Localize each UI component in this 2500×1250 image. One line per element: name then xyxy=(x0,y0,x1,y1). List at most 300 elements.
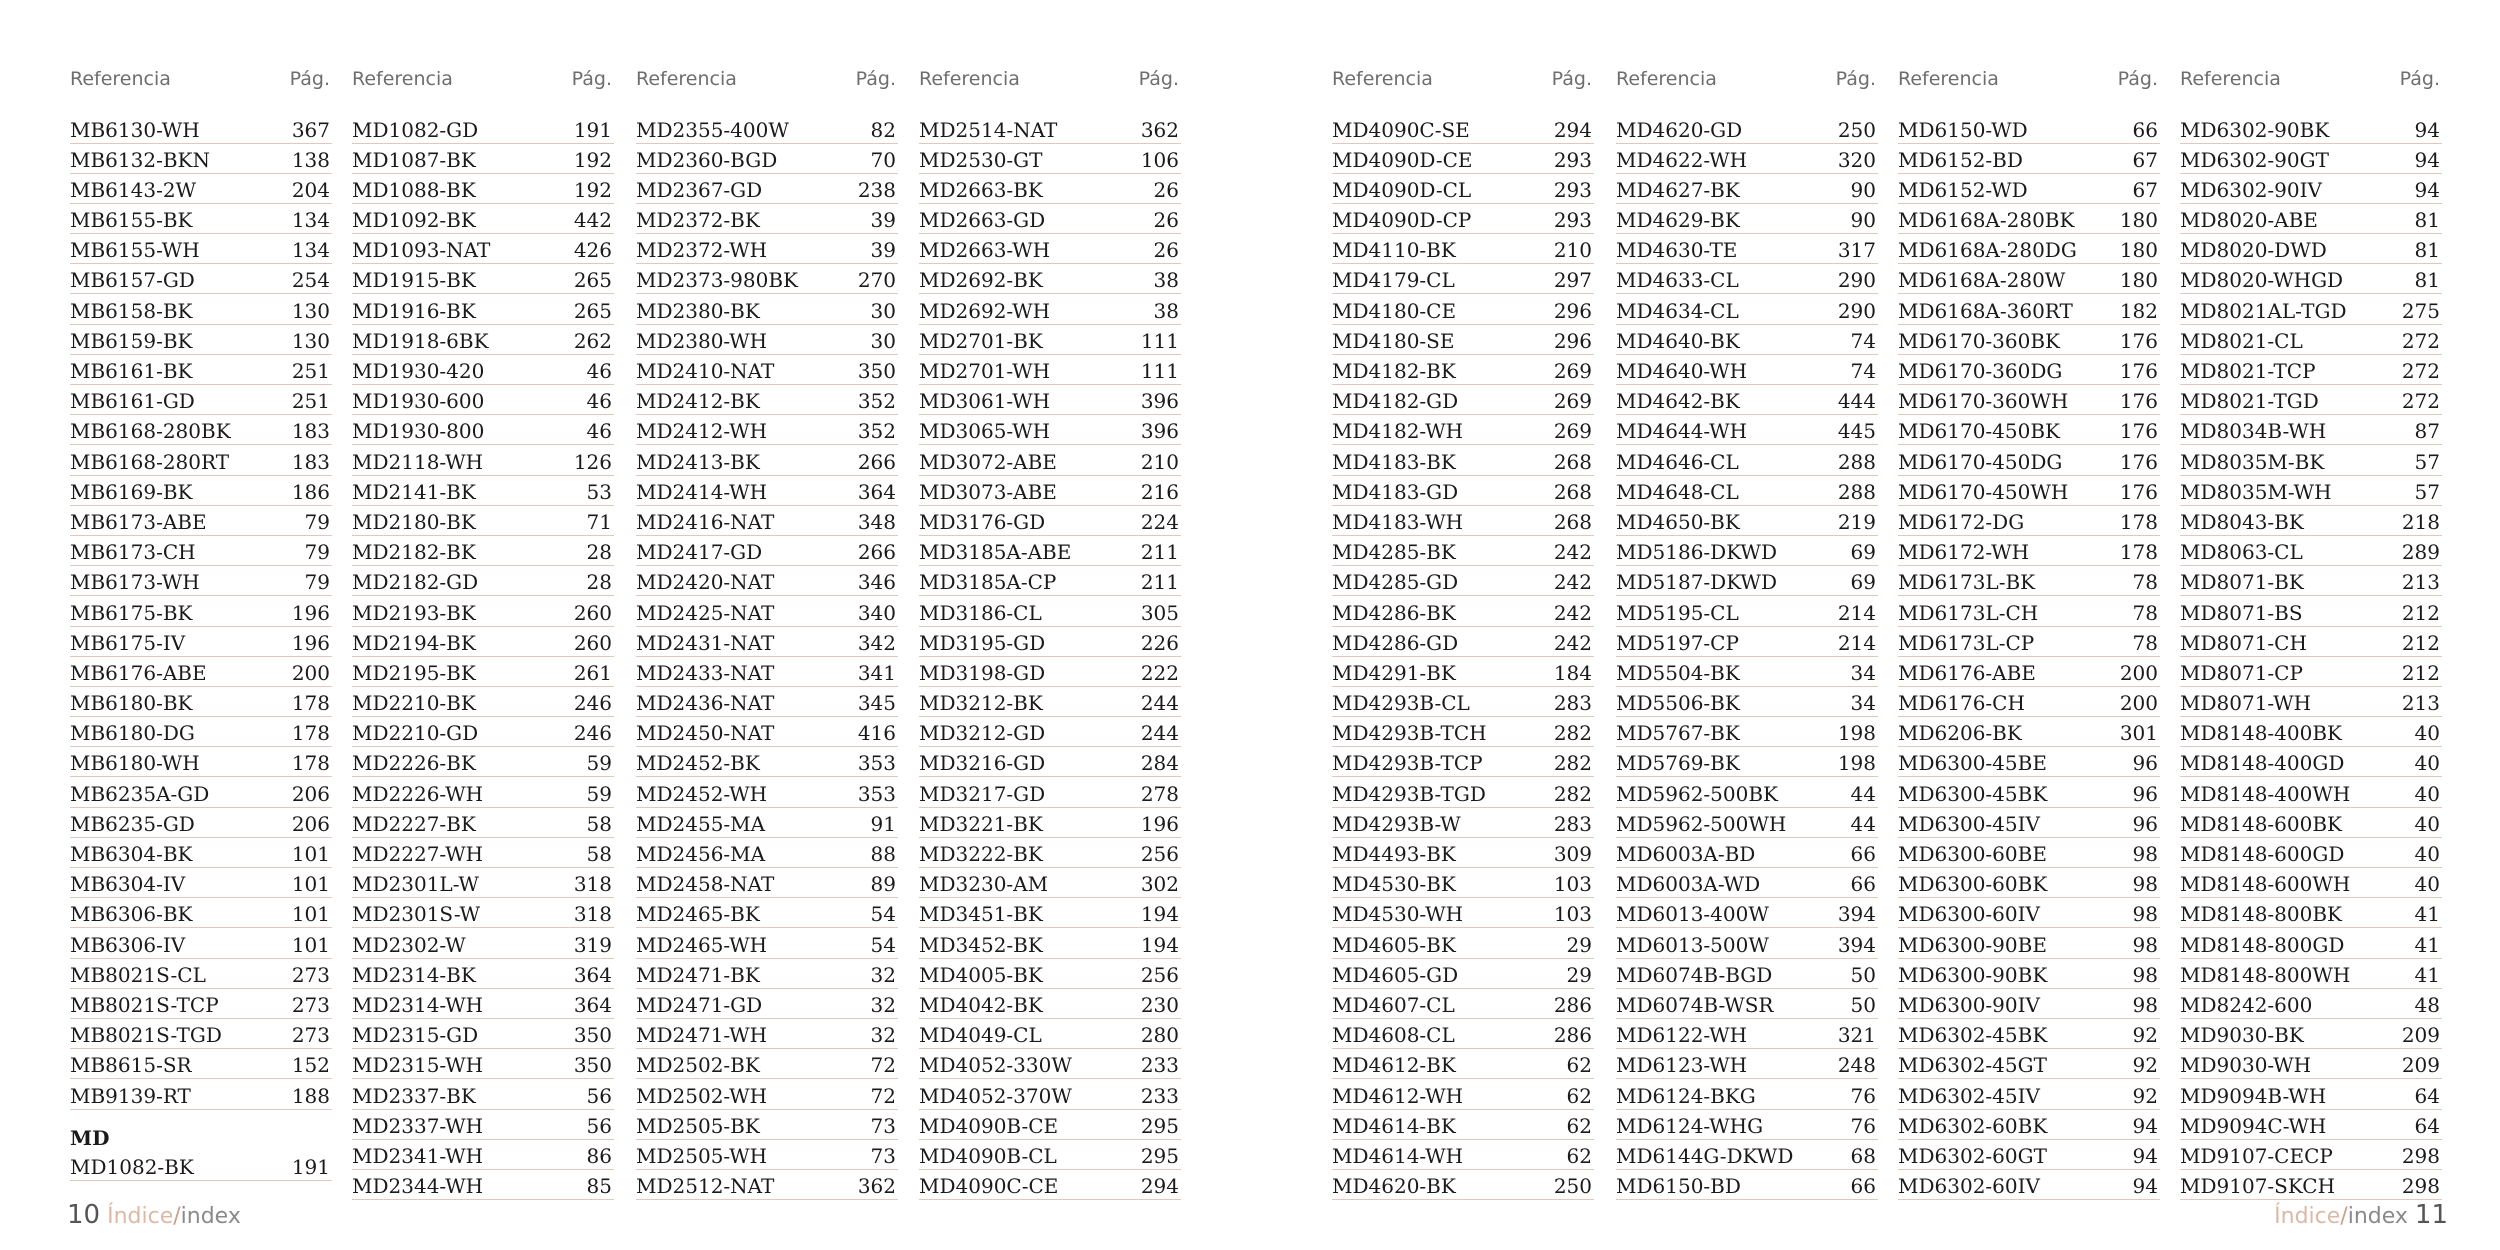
page-number: 298 xyxy=(2401,1174,2440,1199)
index-row xyxy=(70,297,332,325)
index-row xyxy=(919,418,1181,446)
reference-code: MD6170-450WH xyxy=(1898,479,2069,504)
page-number: 96 xyxy=(2132,781,2158,806)
page-number: 213 xyxy=(2401,691,2440,716)
reference-code: MB9139-RT xyxy=(70,1083,191,1108)
index-row xyxy=(70,358,332,386)
index-row xyxy=(2180,1082,2442,1110)
index-row xyxy=(1616,629,1878,657)
header-page: Pág. xyxy=(2399,68,2440,90)
page-number: 56 xyxy=(586,1083,612,1108)
index-row xyxy=(1616,599,1878,627)
index-row xyxy=(636,297,898,325)
reference-code: MB6143-2W xyxy=(70,177,197,202)
reference-code: MD6172-WH xyxy=(1898,540,2030,565)
page-number: 200 xyxy=(2119,660,2158,685)
index-row xyxy=(352,539,614,567)
index-row xyxy=(2180,599,2442,627)
index-row xyxy=(1332,1022,1594,1050)
reference-code: MD4627-BK xyxy=(1616,177,1740,202)
reference-code: MD8063-CL xyxy=(2180,540,2303,565)
reference-code: MD2433-NAT xyxy=(636,660,775,685)
index-row xyxy=(352,358,614,386)
page-number: 192 xyxy=(573,177,612,202)
page-number: 176 xyxy=(2119,479,2158,504)
index-row xyxy=(70,508,332,536)
page-number: 91 xyxy=(870,811,896,836)
reference-code: MD8020-WHGD xyxy=(2180,268,2344,293)
index-row xyxy=(636,1142,898,1170)
page-number: 90 xyxy=(1850,208,1876,233)
reference-code: MD2502-BK xyxy=(636,1053,760,1078)
reference-code: MD1082-GD xyxy=(352,117,479,142)
index-row xyxy=(919,176,1181,204)
reference-code: MD4180-SE xyxy=(1332,328,1455,353)
index-rows xyxy=(1332,116,1594,1200)
reference-code: MD3195-GD xyxy=(919,630,1046,655)
index-row xyxy=(1616,720,1878,748)
page-number: 101 xyxy=(291,842,330,866)
reference-code: MD4646-CL xyxy=(1616,449,1739,474)
page-number: 282 xyxy=(1553,721,1592,746)
reference-code: MD5962-500BK xyxy=(1616,781,1778,806)
reference-code: MD2471-BK xyxy=(636,962,760,987)
page-number: 178 xyxy=(291,751,330,776)
page-number: 94 xyxy=(2414,117,2440,142)
page-number: 53 xyxy=(586,479,612,504)
reference-code: MD3072-ABE xyxy=(919,449,1057,474)
reference-code: MD4614-BK xyxy=(1332,1113,1456,1138)
reference-code: MD4293B-TGD xyxy=(1332,781,1486,806)
index-row xyxy=(1616,1022,1878,1050)
reference-code: MD4620-BK xyxy=(1332,1174,1456,1199)
reference-code: MD2355-400W xyxy=(636,117,789,142)
index-row xyxy=(1332,116,1594,144)
header-page: Pág. xyxy=(1551,68,1592,90)
page-number: 242 xyxy=(1553,570,1592,595)
page-number: 176 xyxy=(2119,389,2158,414)
index-row xyxy=(919,327,1181,355)
index-row xyxy=(1332,810,1594,838)
page-number: 265 xyxy=(573,268,612,293)
index-row xyxy=(1898,1142,2160,1170)
reference-code: MD5767-BK xyxy=(1616,721,1740,746)
reference-code: MD9030-WH xyxy=(2180,1053,2312,1078)
page-number: 214 xyxy=(1837,630,1876,655)
reference-code: MD3176-GD xyxy=(919,509,1046,534)
index-row xyxy=(1332,358,1594,386)
index-row xyxy=(1616,569,1878,597)
index-row xyxy=(70,659,332,687)
index-row xyxy=(352,810,614,838)
page-number: 191 xyxy=(573,117,612,142)
index-row xyxy=(1616,841,1878,869)
reference-code: MD2505-WH xyxy=(636,1143,768,1168)
index-row xyxy=(352,690,614,718)
page-number: 76 xyxy=(1850,1113,1876,1138)
index-row xyxy=(919,267,1181,295)
index-row xyxy=(636,1082,898,1110)
header-reference: Referencia xyxy=(919,68,1020,90)
reference-code: MD4090C-SE xyxy=(1332,117,1470,142)
index-row xyxy=(1616,146,1878,174)
reference-code: MB6155-WH xyxy=(70,238,200,263)
page-number: 66 xyxy=(1850,842,1876,866)
index-row xyxy=(1616,116,1878,144)
reference-code: MD8071-CP xyxy=(2180,660,2303,685)
page-number: 268 xyxy=(1553,449,1592,474)
page-number: 90 xyxy=(1850,177,1876,202)
reference-code: MD2436-NAT xyxy=(636,691,775,716)
reference-code: MD6302-60BK xyxy=(1898,1113,2048,1138)
reference-code: MD4090B-CE xyxy=(919,1113,1059,1138)
index-row xyxy=(352,478,614,506)
index-row xyxy=(919,750,1181,778)
page-number: 70 xyxy=(870,147,896,172)
index-row xyxy=(636,358,898,386)
reference-code: MD5186-DKWD xyxy=(1616,540,1778,565)
page-number: 29 xyxy=(1566,932,1592,957)
reference-code: MD2210-GD xyxy=(352,721,479,746)
page-number: 152 xyxy=(291,1053,330,1078)
index-row xyxy=(1898,871,2160,899)
reference-code: MD2180-BK xyxy=(352,509,476,534)
footer-label-en: index xyxy=(2347,1204,2408,1229)
reference-code: MD4622-WH xyxy=(1616,147,1748,172)
page-number: 46 xyxy=(586,389,612,414)
reference-code: MD8148-400WH xyxy=(2180,781,2351,806)
page-number: 209 xyxy=(2401,1023,2440,1048)
reference-code: MD4605-GD xyxy=(1332,962,1459,987)
page-number: 262 xyxy=(573,328,612,353)
page-number: 305 xyxy=(1140,600,1179,625)
page-number: 38 xyxy=(1153,298,1179,323)
index-row xyxy=(1898,780,2160,808)
page-number: 268 xyxy=(1553,509,1592,534)
reference-code: MD6170-450DG xyxy=(1898,449,2063,474)
index-row xyxy=(70,327,332,355)
index-row xyxy=(2180,267,2442,295)
page-number: 94 xyxy=(2132,1113,2158,1138)
index-column xyxy=(352,64,614,1203)
index-row xyxy=(636,418,898,446)
index-row xyxy=(352,961,614,989)
index-row xyxy=(1332,1173,1594,1201)
header-page: Pág. xyxy=(855,68,896,90)
index-row xyxy=(919,1173,1181,1201)
reference-code: MD6300-45BE xyxy=(1898,751,2047,776)
index-row xyxy=(1898,599,2160,627)
page-number: 69 xyxy=(1850,540,1876,565)
page-number: 180 xyxy=(2119,238,2158,263)
page-number: 218 xyxy=(2401,509,2440,534)
index-row xyxy=(919,146,1181,174)
page-number: 319 xyxy=(573,932,612,957)
page-number: 396 xyxy=(1140,419,1179,444)
index-row xyxy=(2180,297,2442,325)
page-number: 194 xyxy=(1140,902,1179,927)
reference-code: MD2512-NAT xyxy=(636,1174,775,1199)
index-row xyxy=(70,931,332,959)
header-reference: Referencia xyxy=(1616,68,1717,90)
reference-code: MD2337-WH xyxy=(352,1113,484,1138)
page-number: 296 xyxy=(1553,298,1592,323)
page-number: 270 xyxy=(857,268,896,293)
reference-code: MD4286-GD xyxy=(1332,630,1459,655)
reference-code: MD8148-400BK xyxy=(2180,721,2342,746)
index-row xyxy=(2180,780,2442,808)
index-row xyxy=(1898,1112,2160,1140)
reference-code: MD2413-BK xyxy=(636,449,760,474)
index-row xyxy=(2180,750,2442,778)
reference-code: MB8021S-CL xyxy=(70,962,206,987)
index-row xyxy=(919,508,1181,536)
index-row xyxy=(636,991,898,1019)
reference-code: MD2194-BK xyxy=(352,630,476,655)
page-number: 269 xyxy=(1553,419,1592,444)
page-number: 198 xyxy=(1837,751,1876,776)
reference-code: MD3451-BK xyxy=(919,902,1043,927)
page-number: 186 xyxy=(291,479,330,504)
index-row xyxy=(636,599,898,627)
reference-code: MD6122-WH xyxy=(1616,1023,1748,1048)
page-number: 284 xyxy=(1140,751,1179,776)
page-number: 350 xyxy=(573,1053,612,1078)
index-row xyxy=(919,297,1181,325)
header-page: Pág. xyxy=(1138,68,1179,90)
page-number: 226 xyxy=(1140,630,1179,655)
index-row xyxy=(1332,629,1594,657)
page-number: 191 xyxy=(291,1155,330,1179)
page-number: 64 xyxy=(2414,1113,2440,1138)
reference-code: MD6003A-WD xyxy=(1616,872,1761,897)
index-row xyxy=(636,1052,898,1080)
reference-code: MD2417-GD xyxy=(636,540,763,565)
page-number: 282 xyxy=(1553,751,1592,776)
reference-code: MD4090D-CE xyxy=(1332,147,1473,172)
index-row xyxy=(352,176,614,204)
index-row xyxy=(2180,418,2442,446)
page-number: 362 xyxy=(1140,117,1179,142)
index-row xyxy=(919,629,1181,657)
reference-code: MD6300-60BE xyxy=(1898,842,2047,866)
reference-code: MD2420-NAT xyxy=(636,570,775,595)
reference-code: MD6172-DG xyxy=(1898,509,2025,534)
page-number: 58 xyxy=(586,842,612,866)
reference-code: MB6180-WH xyxy=(70,751,200,776)
page-number: 64 xyxy=(2414,1083,2440,1108)
page-number: 242 xyxy=(1553,540,1592,565)
page-number: 34 xyxy=(1850,691,1876,716)
page-number: 81 xyxy=(2414,268,2440,293)
index-row xyxy=(1332,418,1594,446)
reference-code: MD4530-WH xyxy=(1332,902,1464,927)
reference-code: MD9094C-WH xyxy=(2180,1113,2327,1138)
index-row xyxy=(2180,1022,2442,1050)
header-reference: Referencia xyxy=(352,68,453,90)
index-row xyxy=(70,901,332,929)
reference-code: MD2301L-W xyxy=(352,872,479,897)
reference-code: MD2302-W xyxy=(352,932,466,957)
page-number: 244 xyxy=(1140,721,1179,746)
index-row xyxy=(919,991,1181,1019)
reference-code: MB6173-WH xyxy=(70,570,200,595)
index-row xyxy=(352,780,614,808)
reference-code: MD3212-BK xyxy=(919,691,1043,716)
index-row xyxy=(919,599,1181,627)
page-number: 101 xyxy=(291,872,330,897)
page-number: 367 xyxy=(291,117,330,142)
reference-code: MB6180-DG xyxy=(70,721,195,746)
index-row xyxy=(1616,388,1878,416)
page-number: 295 xyxy=(1140,1143,1179,1168)
page-number: 54 xyxy=(870,902,896,927)
reference-code: MD2450-NAT xyxy=(636,721,775,746)
page-number: 224 xyxy=(1140,509,1179,534)
index-row xyxy=(636,810,898,838)
page-number: 92 xyxy=(2132,1023,2158,1048)
page-number: 283 xyxy=(1553,811,1592,836)
page-number: 266 xyxy=(857,449,896,474)
index-row xyxy=(1332,750,1594,778)
reference-code: MD2456-MA xyxy=(636,842,766,866)
reference-code: MB6173-ABE xyxy=(70,509,207,534)
reference-code: MD2226-WH xyxy=(352,781,484,806)
column-header xyxy=(352,64,614,94)
page-number: 183 xyxy=(291,419,330,444)
index-row xyxy=(1616,871,1878,899)
reference-code: MD2663-BK xyxy=(919,177,1043,202)
page-number: 206 xyxy=(291,811,330,836)
index-row xyxy=(1898,629,2160,657)
index-row xyxy=(1898,297,2160,325)
page-number: 94 xyxy=(2132,1143,2158,1168)
reference-code: MD4612-WH xyxy=(1332,1083,1464,1108)
page-number: 62 xyxy=(1566,1113,1592,1138)
reference-code: MD2227-WH xyxy=(352,842,484,866)
index-row xyxy=(70,388,332,416)
reference-code: MD8148-400GD xyxy=(2180,751,2345,776)
index-row xyxy=(919,720,1181,748)
page-number: 290 xyxy=(1837,268,1876,293)
index-rows xyxy=(352,116,614,1200)
index-row xyxy=(70,418,332,446)
index-row xyxy=(1898,478,2160,506)
index-row xyxy=(1616,780,1878,808)
index-row xyxy=(70,750,332,778)
index-column xyxy=(1332,64,1594,1203)
index-row xyxy=(2180,810,2442,838)
page-number: 130 xyxy=(291,298,330,323)
page-number: 178 xyxy=(291,691,330,716)
page-number: 87 xyxy=(2414,419,2440,444)
page-number: 26 xyxy=(1153,208,1179,233)
page-number: 46 xyxy=(586,419,612,444)
reference-code: MD6168A-360RT xyxy=(1898,298,2073,323)
page-number: 82 xyxy=(870,117,896,142)
reference-code: MD4090C-CE xyxy=(919,1174,1059,1199)
page-number: 288 xyxy=(1837,449,1876,474)
index-row xyxy=(1898,327,2160,355)
reference-code: MD5187-DKWD xyxy=(1616,570,1778,595)
page-number: 41 xyxy=(2414,932,2440,957)
page-number: 44 xyxy=(1850,811,1876,836)
index-row xyxy=(1616,901,1878,929)
index-row xyxy=(70,1082,332,1110)
index-row xyxy=(70,1022,332,1050)
reference-code: MD8021-TCP xyxy=(2180,359,2316,383)
index-row xyxy=(919,448,1181,476)
page-number: 445 xyxy=(1837,419,1876,444)
reference-code: MD6300-90BE xyxy=(1898,932,2047,957)
index-row xyxy=(70,991,332,1019)
page-number: 76 xyxy=(1850,1083,1876,1108)
index-row xyxy=(1898,810,2160,838)
page-number: 294 xyxy=(1140,1174,1179,1199)
reference-code: MD1093-NAT xyxy=(352,238,491,263)
reference-code: MD3221-BK xyxy=(919,811,1043,836)
index-row xyxy=(2180,841,2442,869)
reference-code: MD6302-45BK xyxy=(1898,1023,2048,1048)
page-number: 96 xyxy=(2132,811,2158,836)
reference-code: MD2195-BK xyxy=(352,660,476,685)
index-row xyxy=(1898,961,2160,989)
index-row xyxy=(2180,508,2442,536)
reference-code: MD2410-NAT xyxy=(636,359,775,383)
index-row xyxy=(1332,146,1594,174)
page-number: 103 xyxy=(1553,872,1592,897)
page-number: 32 xyxy=(870,992,896,1017)
reference-code: MD8148-800GD xyxy=(2180,932,2345,957)
page-number: 196 xyxy=(291,600,330,625)
reference-code: MD4530-BK xyxy=(1332,872,1456,897)
reference-code: MD4605-BK xyxy=(1332,932,1456,957)
header-reference: Referencia xyxy=(1898,68,1999,90)
index-rows xyxy=(919,116,1181,1200)
index-row xyxy=(352,1142,614,1170)
page-number: 134 xyxy=(291,238,330,263)
reference-code: MD2452-BK xyxy=(636,751,760,776)
reference-code: MD2226-BK xyxy=(352,751,476,776)
index-row xyxy=(70,1052,332,1080)
index-row xyxy=(2180,871,2442,899)
index-row xyxy=(2180,1173,2442,1201)
reference-code: MD2337-BK xyxy=(352,1083,476,1108)
index-row xyxy=(352,991,614,1019)
page-number: 352 xyxy=(857,419,896,444)
page-number: 180 xyxy=(2119,208,2158,233)
page-number: 272 xyxy=(2401,328,2440,353)
page-number: 342 xyxy=(857,630,896,655)
page-number: 78 xyxy=(2132,630,2158,655)
reference-code: MD6150-BD xyxy=(1616,1174,1741,1199)
page-number: 98 xyxy=(2132,842,2158,866)
index-row xyxy=(1616,991,1878,1019)
header-reference: Referencia xyxy=(2180,68,2281,90)
page-number: 196 xyxy=(291,630,330,655)
page-number: 260 xyxy=(573,600,612,625)
index-row xyxy=(1332,599,1594,627)
page-number: 111 xyxy=(1140,328,1179,353)
reference-code: MB6159-BK xyxy=(70,328,193,353)
reference-code: MD5197-CP xyxy=(1616,630,1739,655)
reference-code: MB6132-BKN xyxy=(70,147,210,172)
reference-code: MD4179-CL xyxy=(1332,268,1455,293)
index-rows xyxy=(1616,116,1878,1200)
reference-code: MB6168-280RT xyxy=(70,449,230,474)
index-column xyxy=(919,64,1181,1203)
reference-code: MD8021-CL xyxy=(2180,328,2303,353)
